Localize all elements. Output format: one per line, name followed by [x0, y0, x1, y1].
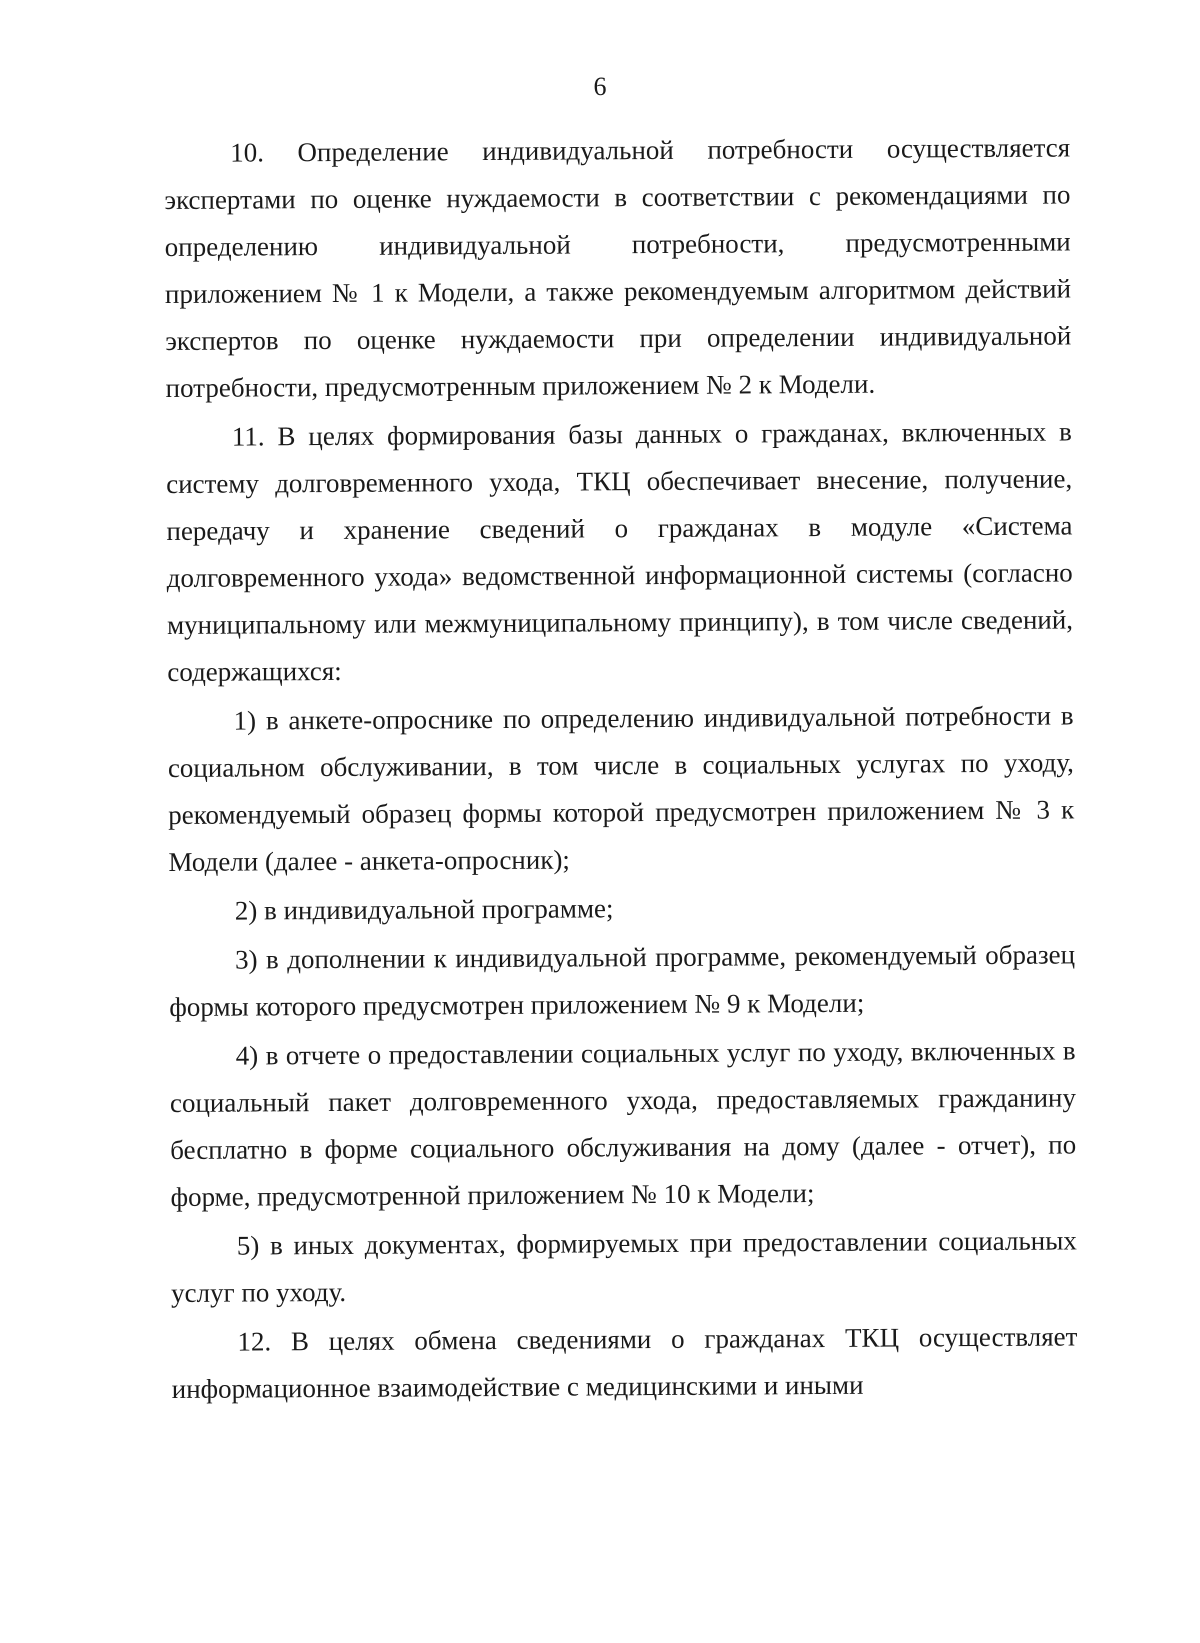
list-item-2: 2) в индивидуальной программе; [234, 893, 614, 926]
paragraph-10: 10. Определение индивидуальной потребности осуществляется экспертами по оценке нуждаемости в соответствии с рекомендациями по определению индивидуальной потребности, предусмотренными приложением № 1 к Модели, а также рекомендуемым алгоритмом действий экспертов по оценке нуждаемости при определении индивидуальной потребности, предусмотренным приложением № 2 к Модели. [164, 132, 1072, 403]
list-item-4: 4) в отчете о предоставлении социальных услуг по уходу, включенных в социальный пакет долговременного ухода, предоставляемых гражданину бесплатно в форме социального обслуживания на дому (далее - отчет), по форме, предусмотренной приложением № 10 к Модели; [169, 1035, 1077, 1212]
list-item-1: 1) в анкете-опроснике по определению индивидуальной потребности в социальном обслуживании, в том числе в социальных услугах по уходу, рекомендуемый образец формы которой предусмотрен приложением № 3 к Модели (далее - анкета-опросник); [167, 700, 1075, 877]
list-item-5: 5) в иных документах, формируемых при предоставлении социальных услуг по уходу. [171, 1225, 1077, 1308]
document-body [164, 124, 1078, 1413]
list-item-3: 3) в дополнении к индивидуальной программе, рекомендуемый образец формы которого предусмотрен приложением № 9 к Модели; [169, 939, 1076, 1022]
paragraph-12: 12. В целях обмена сведениями о гражданах ТКЦ осуществляет информационное взаимодействие с медицинскими и иными [171, 1321, 1078, 1404]
paragraph-11: 11. В целях формирования базы данных о гражданах, включенных в систему долговременного ухода, ТКЦ обеспечивает внесение, получение, передачу и хранение сведений о гражданах в модуле «Система долговременного ухода» ведомственной информационной системы (согласно муниципальному или межмуниципальному принципу), в том числе сведений, содержащихся: [166, 416, 1074, 687]
page-number: 6 [593, 72, 607, 101]
